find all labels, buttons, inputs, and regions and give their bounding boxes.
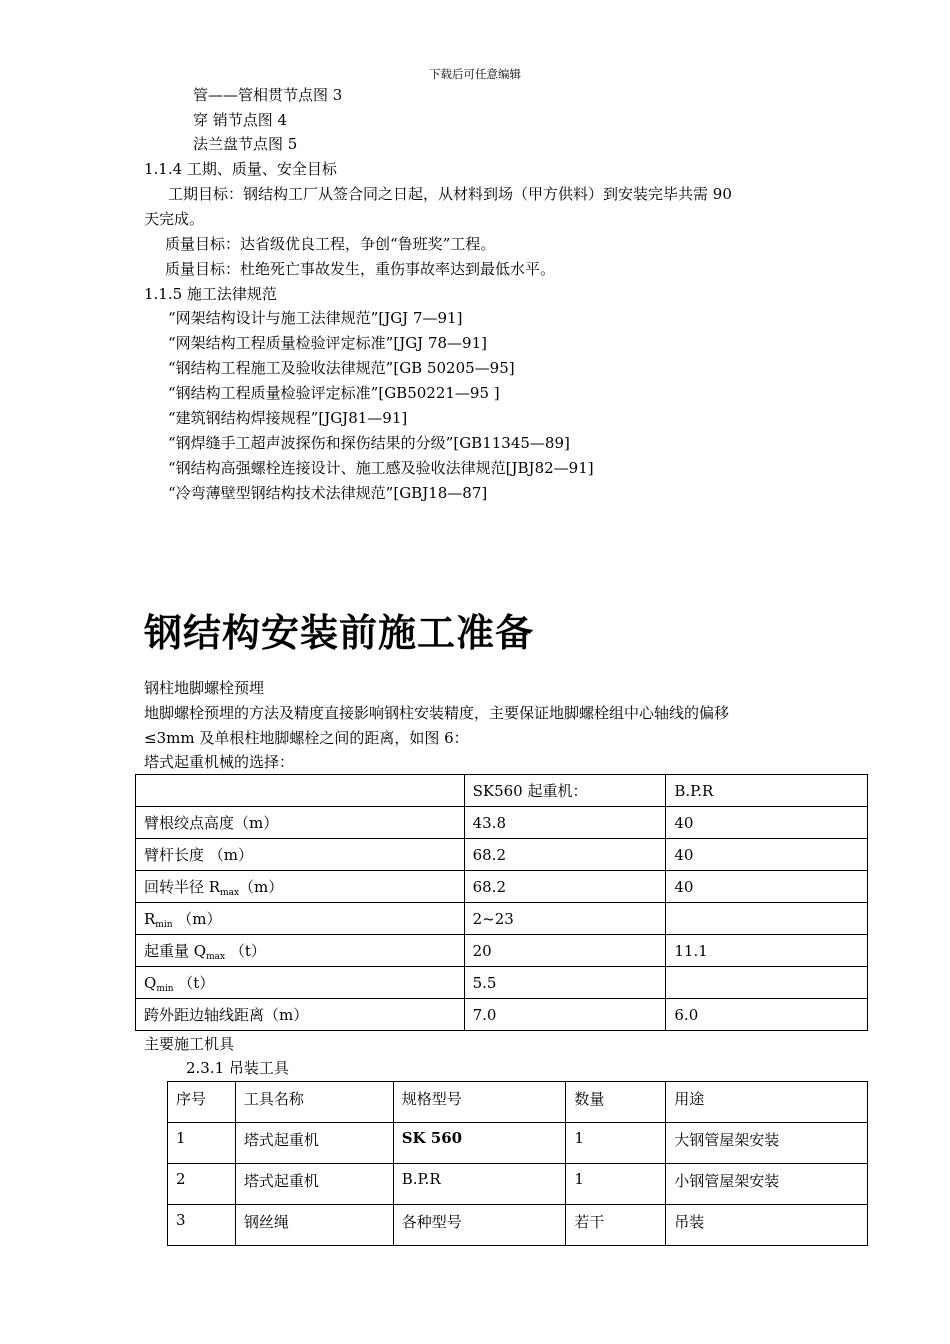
anchor-line1: 地脚螺栓预埋的方法及精度直接影响钢柱安装精度，主要保证地脚螺栓组中心轴线的偏移 <box>144 704 730 722</box>
standard-item: “建筑钢结构焊接规程”[JGJ81—91] <box>168 409 408 427</box>
table-cell <box>666 903 868 935</box>
tools-title: 主要施工机具 <box>144 1035 235 1053</box>
node-figure-5: 法兰盘节点图 5 <box>193 135 298 153</box>
quality-goal: 质量目标：达省级优良工程，争创“鲁班奖”工程。 <box>165 235 496 253</box>
table-row <box>136 807 868 839</box>
table-row <box>136 935 868 967</box>
standard-item: “钢焊缝手工超声波探伤和探伤结果的分级”[GB11345—89] <box>168 434 570 452</box>
table-row <box>136 839 868 871</box>
table-row <box>168 1164 868 1205</box>
table-cell <box>666 967 868 999</box>
table-row <box>168 1082 868 1123</box>
table-cell: 大钢管屋架安装 <box>666 1123 868 1164</box>
table-cell: 吊装 <box>666 1205 868 1246</box>
table-header-cell: 序号 <box>168 1082 236 1123</box>
crane-caption: 塔式起重机械的选择： <box>144 753 295 771</box>
safety-goal: 质量目标：杜绝死亡事故发生，重伤事故率达到最低水平。 <box>165 260 556 278</box>
table-cell: $Q_{min}$ （t） <box>136 967 465 999</box>
standard-item: “钢结构工程施工及验收法律规范”[GB 50205—95] <box>168 359 515 377</box>
anchor-line2: ≤3mm 及单根柱地脚螺栓之间的距离，如图 6： <box>144 729 469 747</box>
standard-item: “网架结构设计与施工法律规范”[JGJ 7—91] <box>168 309 463 327</box>
table-cell: 各种型号 <box>393 1205 566 1246</box>
period-goal-line1: 工期目标：钢结构工厂从签合同之日起，从材料到场（甲方供料）到安装完毕共需 90 <box>168 185 732 203</box>
table-cell: 40 <box>666 807 868 839</box>
table-row <box>136 967 868 999</box>
table-cell: 1 <box>566 1123 666 1164</box>
tools-table <box>167 1081 868 1246</box>
table-cell: 40 <box>666 839 868 871</box>
node-figure-4: 穿 销节点图 4 <box>193 111 288 129</box>
table-cell <box>136 775 465 807</box>
table-cell: SK 560 <box>393 1123 566 1164</box>
table-header-cell: 用途 <box>666 1082 868 1123</box>
tools-subtitle: 2.3.1 吊装工具 <box>186 1059 289 1077</box>
table-row <box>136 871 868 903</box>
table-cell: 臂杆长度 （m） <box>136 839 465 871</box>
standard-item: “网架结构工程质量检验评定标准”[JGJ 78—91] <box>168 334 487 352</box>
table-cell: 68.2 <box>464 871 666 903</box>
table-cell: 7.0 <box>464 999 666 1031</box>
table-cell: 起重量 $Q_{max}$ （t） <box>136 935 465 967</box>
page-header: 下载后可任意编辑 <box>429 67 521 81</box>
table-row <box>136 903 868 935</box>
table-cell: 臂根绞点高度（m） <box>136 807 465 839</box>
table-cell: 钢丝绳 <box>235 1205 393 1246</box>
node-figure-3: 管——管相贯节点图 3 <box>193 86 343 104</box>
table-cell: 5.5 <box>464 967 666 999</box>
table-cell: 1 <box>168 1123 236 1164</box>
section-114-title: 1.1.4 工期、质量、安全目标 <box>144 160 337 178</box>
table-cell: 43.8 <box>464 807 666 839</box>
period-goal-line2: 天完成。 <box>144 210 205 228</box>
table-cell: 3 <box>168 1205 236 1246</box>
table-cell: 1 <box>566 1164 666 1205</box>
table-cell: 塔式起重机 <box>235 1164 393 1205</box>
table-cell: B.P.R <box>393 1164 566 1205</box>
crane-table <box>135 774 868 1031</box>
table-cell: 回转半径 $R_{max}(m)$ <box>136 871 465 903</box>
standard-item: “钢结构高强螺栓连接设计、施工感及验收法律规范[JBJ82—91] <box>168 459 594 477</box>
table-cell: 68.2 <box>464 839 666 871</box>
table-cell: SK560 起重机： <box>464 775 666 807</box>
table-cell: 40 <box>666 871 868 903</box>
standard-item: “钢结构工程质量检验评定标准”[GB50221—95 ] <box>168 384 500 402</box>
table-header-cell: 规格型号 <box>393 1082 566 1123</box>
table-cell: 跨外距边轴线距离（m） <box>136 999 465 1031</box>
table-row <box>168 1123 868 1164</box>
table-cell: 11.1 <box>666 935 868 967</box>
table-row <box>136 999 868 1031</box>
table-cell: 6.0 <box>666 999 868 1031</box>
table-cell: 塔式起重机 <box>235 1123 393 1164</box>
table-cell: 2 <box>168 1164 236 1205</box>
table-cell: 20 <box>464 935 666 967</box>
section-115-title: 1.1.5 施工法律规范 <box>144 285 277 303</box>
table-cell: 若干 <box>566 1205 666 1246</box>
main-heading: 钢结构安装前施工准备 <box>144 611 535 655</box>
table-row <box>168 1205 868 1246</box>
anchor-title: 钢柱地脚螺栓预埋 <box>144 679 265 697</box>
standard-item: “冷弯薄壁型钢结构技术法律规范”[GBJ18—87] <box>168 484 488 502</box>
table-cell: $R_{min}$ （m） <box>136 903 465 935</box>
table-row <box>136 775 868 807</box>
table-header-cell: 数量 <box>566 1082 666 1123</box>
table-cell: 2~23 <box>464 903 666 935</box>
table-cell: 小钢管屋架安装 <box>666 1164 868 1205</box>
table-header-cell: 工具名称 <box>235 1082 393 1123</box>
table-cell: B.P.R <box>666 775 868 807</box>
